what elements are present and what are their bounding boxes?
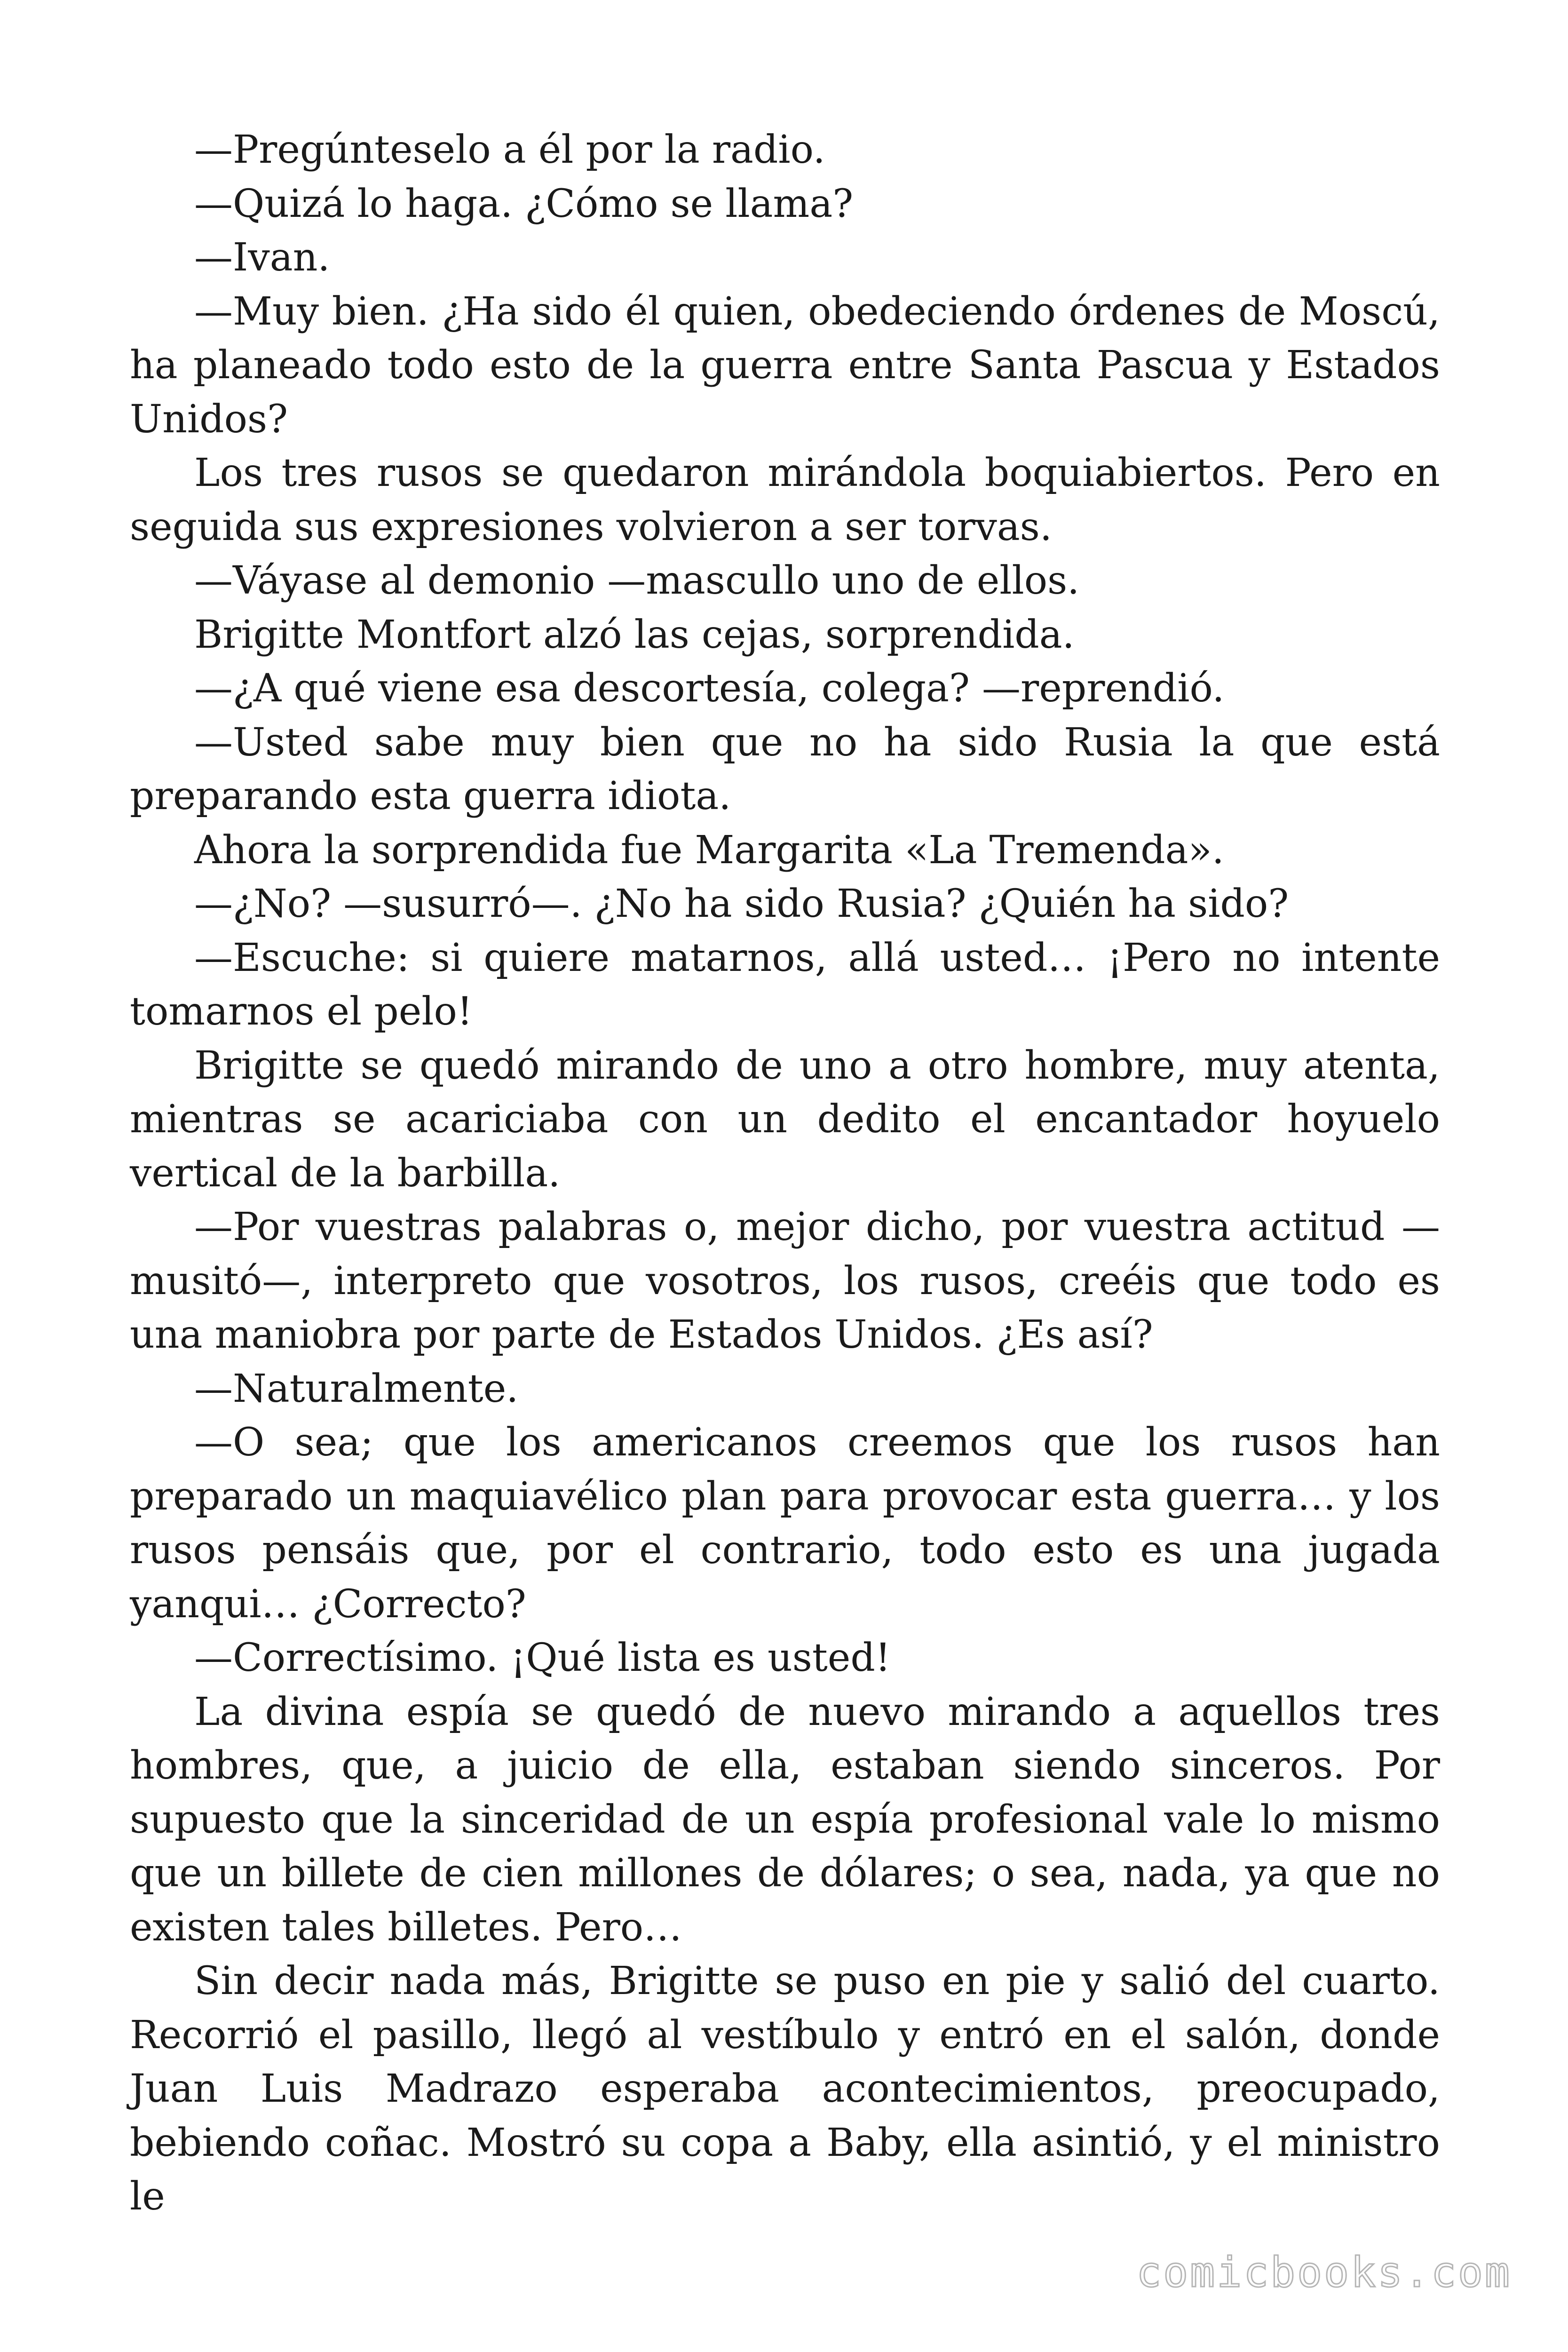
paragraph: Brigitte se quedó mirando de uno a otro hombre, muy atenta, mientras se acariciaba con un dedito el encantador hoyuelo vertical de la barbilla.: [130, 1043, 1440, 1196]
paragraph: —Correctísimo. ¡Qué lista es usted!: [194, 1636, 891, 1680]
paragraph: —Ivan.: [194, 235, 330, 280]
paragraph: —Pregúnteselo a él por la radio.: [194, 127, 825, 172]
paragraph: Brigitte Montfort alzó las cejas, sorprendida.: [194, 612, 1075, 657]
paragraph: Ahora la sorprendida fue Margarita «La Tremenda».: [194, 827, 1224, 873]
paragraph: —Usted sabe muy bien que no ha sido Rusia la que está preparando esta guerra idiota.: [130, 720, 1440, 818]
watermark: comicbooks.com: [1136, 2248, 1512, 2296]
paragraph: —O sea; que los americanos creemos que los rusos han preparado un maquiavélico plan para provocar esta guerra… y los rusos pensáis que, por el contrario, todo esto es una jugada yanqui… ¿Correcto?: [130, 1420, 1440, 1627]
body-text: [130, 123, 1440, 2224]
paragraph: —Naturalmente.: [194, 1366, 519, 1411]
paragraph: —Muy bien. ¿Ha sido él quien, obedeciendo órdenes de Moscú, ha planeado todo esto de la guerra entre Santa Pascua y Estados Unidos?: [130, 289, 1440, 442]
paragraph: —Váyase al demonio —mascullo uno de ellos.: [194, 558, 1080, 603]
paragraph: —¿No? —susurró—. ¿No ha sido Rusia? ¿Quién ha sido?: [194, 882, 1289, 926]
paragraph: Sin decir nada más, Brigitte se puso en pie y salió del cuarto. Recorrió el pasillo, llegó al vestíbulo y entró en el salón, donde Juan Luis Madrazo esperaba acontecimientos, preocupado, bebiendo coñac. Mostró su copa a Baby, ella asintió, y el ministro le: [130, 1959, 1440, 2219]
paragraph: —Quizá lo haga. ¿Cómo se llama?: [194, 181, 854, 226]
paragraph: —Escuche: si quiere matarnos, allá usted… ¡Pero no intente tomarnos el pelo!: [130, 935, 1440, 1034]
paragraph: —¿A qué viene esa descortesía, colega? —reprendió.: [194, 666, 1225, 711]
paragraph: Los tres rusos se quedaron mirándola boquiabiertos. Pero en seguida sus expresiones volvieron a ser torvas.: [130, 451, 1440, 549]
paragraph: La divina espía se quedó de nuevo mirando a aquellos tres hombres, que, a juicio de ella, estaban siendo sinceros. Por supuesto que la sinceridad de un espía profesional vale lo mismo que un billete de cien millones de dólares; o sea, nada, ya que no existen tales billetes. Pero…: [130, 1689, 1440, 1950]
paragraph: —Por vuestras palabras o, mejor dicho, por vuestra actitud — musitó—, interpreto que vosotros, los rusos, creéis que todo es una maniobra por parte de Estados Unidos. ¿Es así?: [130, 1205, 1440, 1357]
